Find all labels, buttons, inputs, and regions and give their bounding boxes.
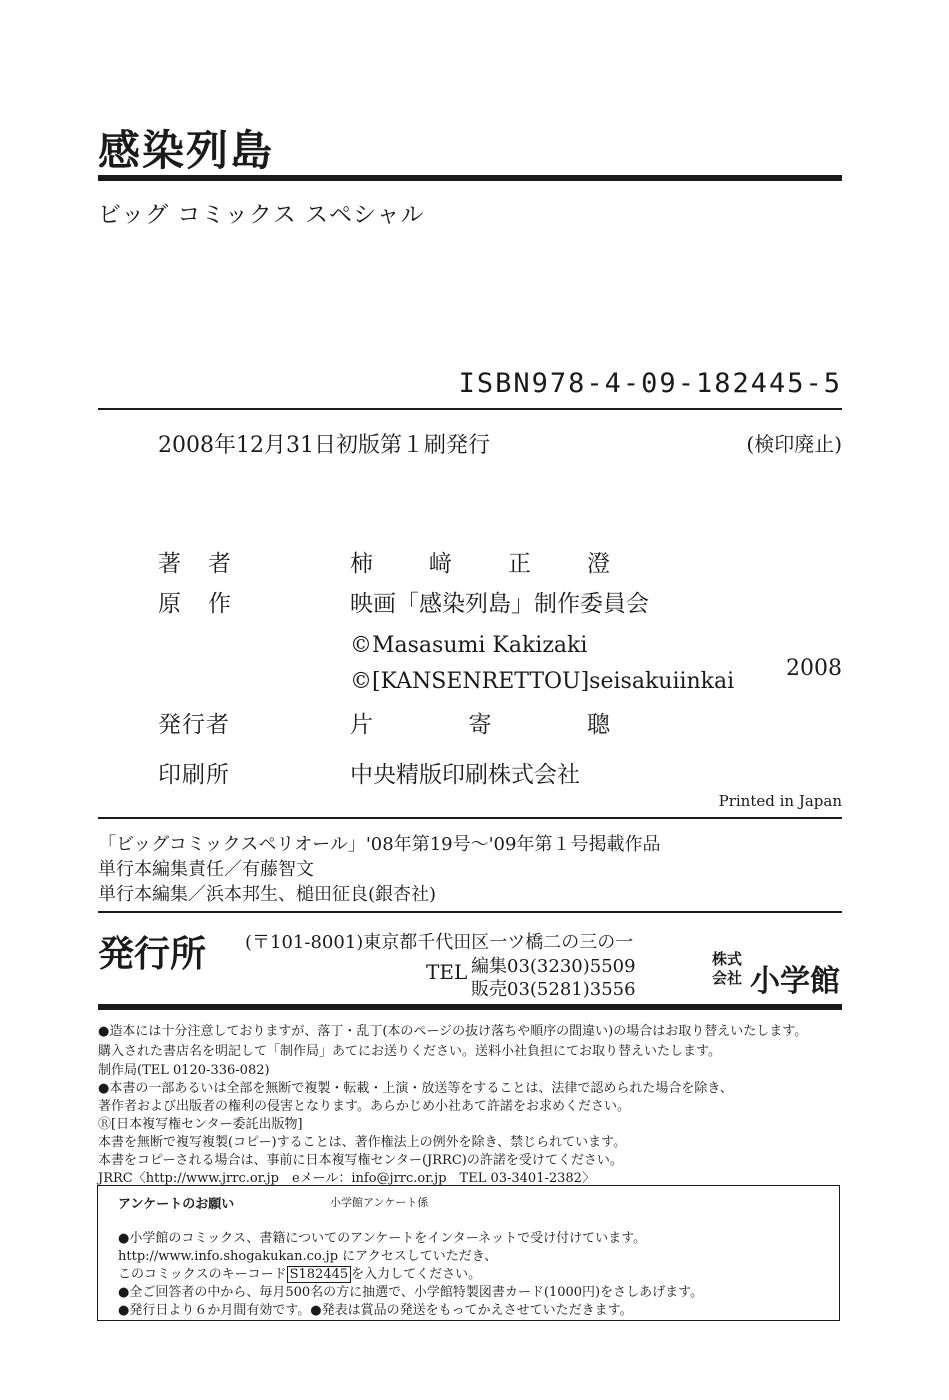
printer-label: 印刷所 (158, 762, 230, 788)
publisher-rule (98, 1004, 842, 1010)
copyright-author: ©Masasumi Kakizaki (350, 633, 588, 658)
copyright-committee: ©[KANSENRETTOU]seisakuiinkai (350, 669, 735, 694)
author-name (350, 545, 610, 578)
serialization-rule (98, 911, 842, 913)
tel-label: TEL (426, 960, 468, 984)
publisher-person-label: 発行者 (158, 712, 230, 738)
tel-editorial: 編集03(3230)5509 (471, 956, 636, 977)
publisher-name-char: 片 (350, 712, 373, 738)
editor-in-charge: 単行本編集責任／有藤智文 (98, 859, 314, 880)
corporation-prefix-line: 株式 (712, 950, 743, 968)
note-line: JRRC〈http://www.jrrc.or.jp eメール：info@jrrc.or.jp TEL 03-3401-2382〉 (98, 1171, 595, 1186)
note-line: Ⓡ[日本複写権センター委託出版物] (98, 1117, 303, 1132)
survey-keycode-line (118, 1263, 481, 1282)
original-label (158, 585, 232, 618)
publisher-company: 小学館 (750, 964, 840, 999)
keycode-suffix: を入力してください。 (351, 1267, 482, 1282)
author-label-char: 著 (158, 551, 182, 577)
survey-url[interactable]: http://www.info.shogakukan.co.jp にアクセスしていただき、 (118, 1249, 498, 1264)
corporation-prefix (712, 950, 742, 988)
copyright-year: 2008 (786, 656, 842, 681)
no-seal-note: (検印廃止) (746, 432, 842, 456)
author-name-char: 澄 (587, 551, 610, 577)
tel-sales: 販売03(5281)3556 (471, 979, 636, 1000)
note-line: 本書を無断で複写複製(コピー)することは、著作権法上の例外を除き、禁じられています。 (98, 1135, 627, 1150)
editors: 単行本編集／浜本邦生、槌田征良(銀杏社) (98, 884, 437, 905)
printed-in-japan: Printed in Japan (718, 792, 842, 810)
original-label-char: 作 (208, 591, 232, 617)
note-line: 購入された書店名を明記して「制作局」あてにお送りください。送料小社負担にてお取り替えいたします。 (98, 1044, 721, 1059)
publisher-person-name (350, 706, 610, 739)
publisher-address: (〒101-8001)東京都千代田区一ツ橋二の三の一 (245, 932, 634, 953)
keycode-value: S182445 (287, 1266, 352, 1283)
keycode-prefix: このコミックスのキーコード (118, 1267, 287, 1282)
publishing-house-label: 発行所 (98, 934, 207, 975)
note-line: 制作局(TEL 0120-336-082) (98, 1063, 270, 1078)
survey-title: アンケートのお願い (118, 1197, 235, 1212)
author-name-char: 正 (508, 551, 531, 577)
survey-line: ●発行日より６か月間有効です。●発表は賞品の発送をもってかえさせていただきます。 (118, 1303, 633, 1318)
isbn: ISBN978-4-09-182445-5 (458, 368, 842, 399)
author-name-char: 柿 (350, 551, 373, 577)
isbn-rule (98, 408, 842, 410)
note-line: 著作者および出版者の権利の侵害となります。あらかじめ小社あて許諾をお求めください。 (98, 1099, 630, 1114)
serialization-info: 「ビッグコミックスペリオール」'08年第19号～'09年第１号掲載作品 (98, 834, 661, 855)
series-name: ビッグ コミックス スペシャル (98, 202, 425, 228)
edition-date: 2008年12月31日初版第１刷発行 (158, 433, 490, 458)
survey-line: ●小学館のコミックス、書籍についてのアンケートをインターネットで受け付けています。 (118, 1231, 647, 1246)
author-label-char: 者 (208, 551, 232, 577)
original-work: 映画「感染列島」制作委員会 (350, 591, 649, 617)
book-title: 感染列島 (98, 126, 275, 175)
corporation-prefix-line: 会社 (712, 969, 743, 987)
survey-dept: 小学館アンケート係 (330, 1196, 429, 1209)
title-rule (98, 175, 842, 181)
printer-name: 中央精版印刷株式会社 (350, 762, 580, 788)
author-label (158, 545, 232, 578)
original-label-char: 原 (158, 591, 182, 617)
note-line: 本書をコピーされる場合は、事前に日本複写権センター(JRRC)の許諾を受けてください。 (98, 1153, 623, 1168)
survey-line: ●全ご回答者の中から、毎月500名の方に抽選で、小学館特製図書カード(1000円)をさしあげます。 (118, 1285, 704, 1300)
author-name-char: 﨑 (429, 551, 452, 577)
note-line: ●本書の一部あるいは全部を無断で複製・転載・上演・放送等をすることは、法律で認められた場合を除き、 (98, 1081, 733, 1096)
publisher-name-char: 寄 (468, 712, 492, 738)
note-line: ●造本には十分注意しておりますが、落丁・乱丁(本のページの抜け落ちや順序の間違い)の場合はお取り替えいたします。 (98, 1024, 808, 1039)
credits-rule (98, 817, 842, 819)
publisher-name-char: 聰 (587, 712, 610, 738)
